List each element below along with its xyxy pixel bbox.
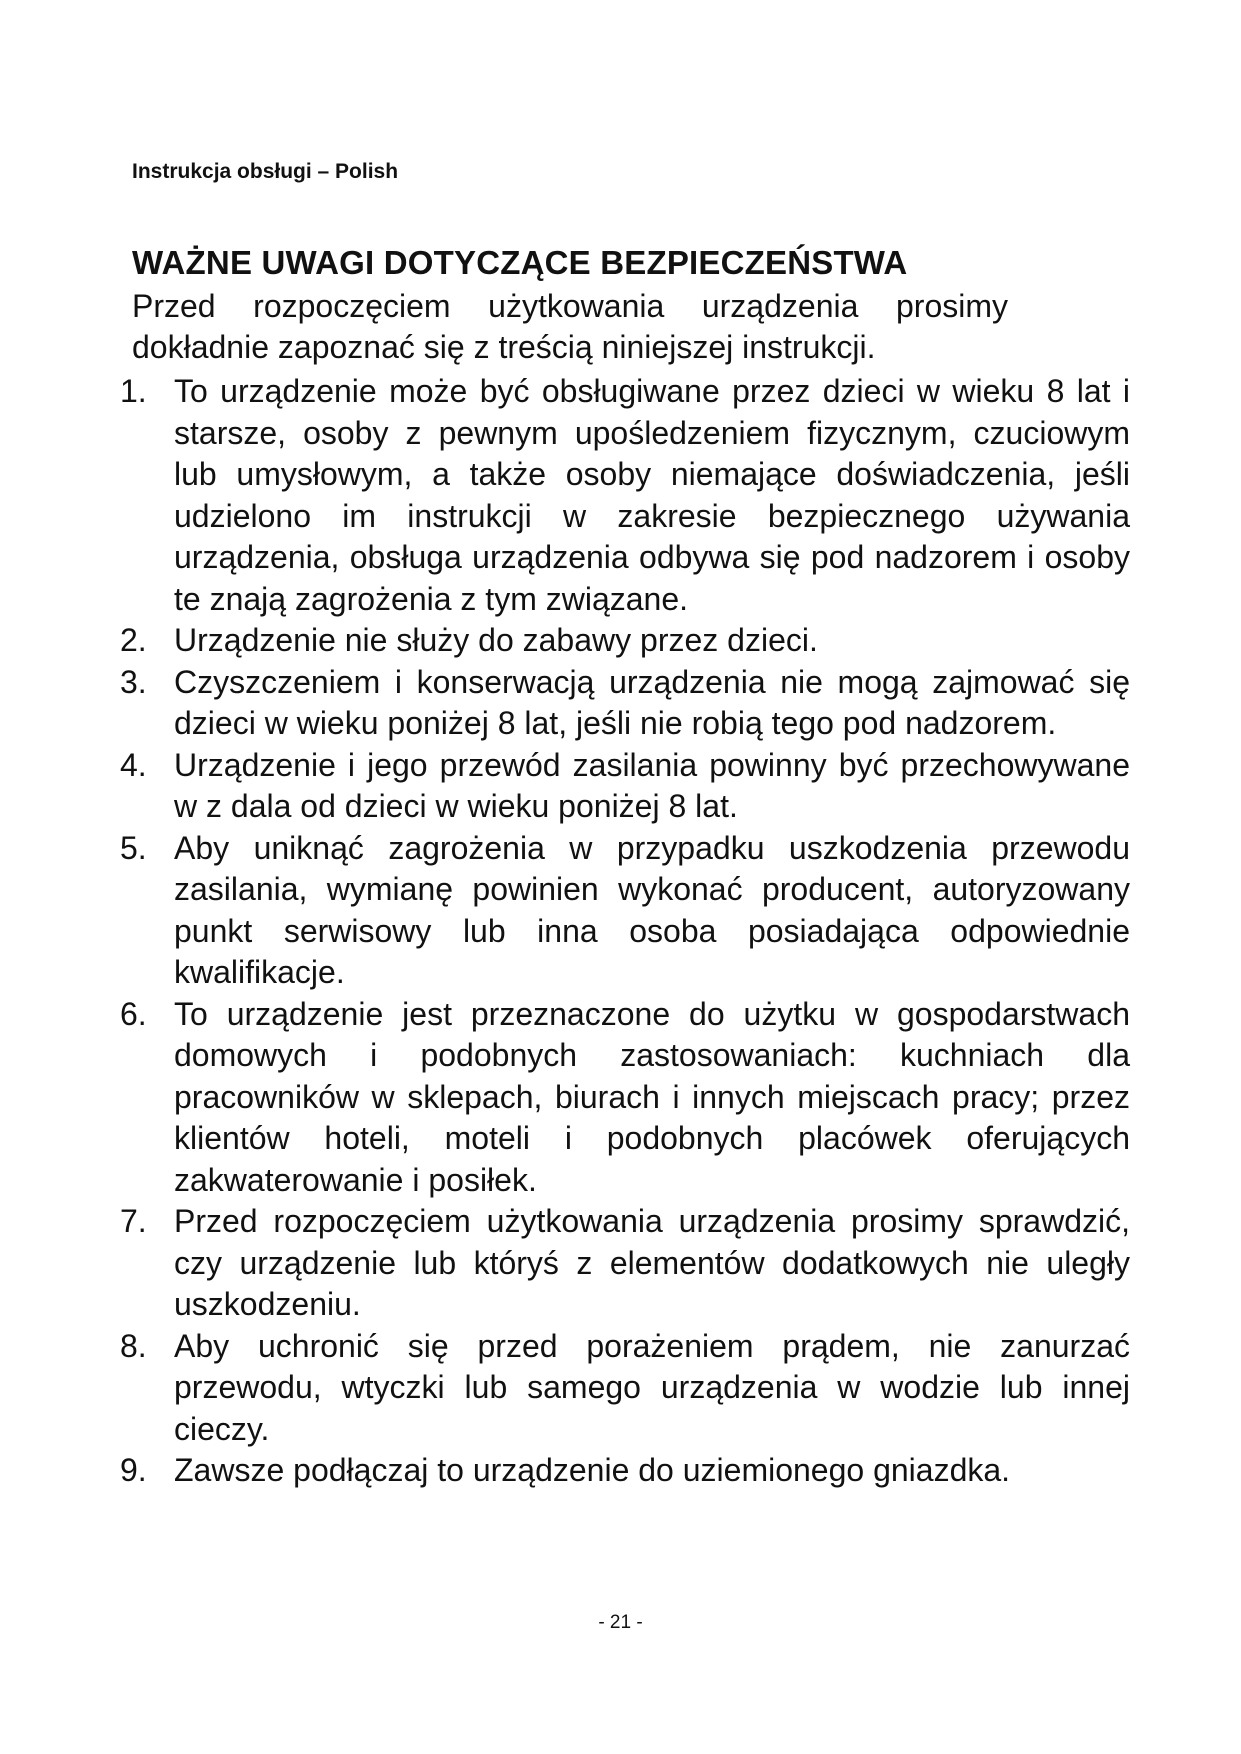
list-item-text: To urządzenie może być obsługiwane przez dzieci w wieku 8 lat i starsze, osoby z pewnym upośledzeniem fizycznym, czuciowym lub umysłowym, a także osoby niemające doświadczenia, jeśli udzielono im instrukcji w zakresie bezpiecznego używania urządzenia, obsługa urządzenia odbywa się pod nadzorem i osoby te znają zagrożenia z tym związane. (174, 373, 1130, 617)
list-item-number: 3. (120, 663, 147, 700)
intro-paragraph (132, 286, 1008, 368)
list-item-8 (120, 1326, 1130, 1451)
list-item-number: 8. (120, 1327, 147, 1364)
list-item-text: Aby uchronić się przed porażeniem prądem, nie zanurzać przewodu, wtyczki lub samego urządzenia w wodzie lub innej cieczy. (174, 1327, 1130, 1447)
list-item-number: 9. (120, 1452, 147, 1488)
list-item-number: 5. (120, 829, 147, 866)
page-title: WAŻNE UWAGI DOTYCZĄCE BEZPIECZEŃSTWA (132, 244, 908, 281)
list-item-text: Przed rozpoczęciem użytkowania urządzenia prosimy sprawdzić, czy urządzenie lub któryś z elementów dodatkowych nie uległy uszkodzeniu. (174, 1203, 1130, 1322)
list-item-text: Czyszczeniem i konserwacją urządzenia nie mogą zajmować się dzieci w wieku poniżej 8 lat, jeśli nie robią tego pod nadzorem. (174, 663, 1130, 741)
list-item-6 (120, 994, 1130, 1202)
list-item-1 (120, 371, 1130, 620)
list-item-number: 6. (120, 995, 147, 1032)
list-item-text: Aby uniknąć zagrożenia w przypadku uszkodzenia przewodu zasilania, wymianę powinien wykonać producent, autoryzowany punkt serwisowy lub inna osoba posiadająca odpowiednie kwalifikacje. (174, 829, 1130, 990)
list-item-2 (120, 620, 1130, 662)
list-item-number: 1. (120, 373, 147, 409)
list-item-text: To urządzenie jest przeznaczone do użytku w gospodarstwach domowych i podobnych zastosowaniach: kuchniach dla pracowników w sklepach, biurach i innych miejscach pracy; przez klientów hoteli, moteli i podobnych placówek oferujących zakwaterowanie i posiłek. (174, 995, 1130, 1198)
list-item-text: Urządzenie i jego przewód zasilania powinny być przechowywane w z dala od dzieci w wieku poniżej 8 lat. (174, 746, 1130, 824)
list-item-text: Urządzenie nie służy do zabawy przez dzieci. (174, 622, 818, 658)
list-item-5 (120, 828, 1130, 994)
list-item-9 (120, 1450, 1130, 1492)
list-item-number: 2. (120, 622, 147, 658)
intro-text: Przed rozpoczęciem użytkowania urządzenia prosimy dokładnie zapoznać się z treścią niniejszej instrukcji. (132, 288, 1008, 365)
list-item-7 (120, 1201, 1130, 1326)
page-number: - 21 - (598, 1612, 643, 1633)
list-item-text: Zawsze podłączaj to urządzenie do uziemionego gniazdka. (174, 1452, 1011, 1488)
list-item-number: 7. (120, 1203, 147, 1239)
safety-instructions-list (120, 371, 1130, 1492)
list-item-3 (120, 662, 1130, 745)
list-item-number: 4. (120, 746, 147, 783)
document-header: Instrukcja obsługi – Polish (132, 160, 399, 183)
list-item-4 (120, 745, 1130, 828)
